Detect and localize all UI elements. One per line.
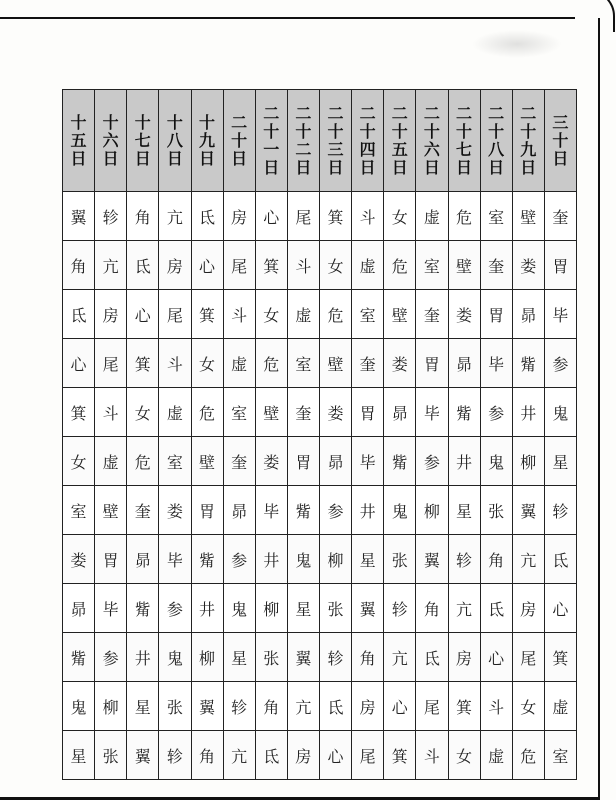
table-cell: 参 — [223, 535, 255, 584]
column-header — [352, 90, 384, 192]
table-cell: 毕 — [480, 339, 512, 388]
column-header-label: 二十一日 — [263, 103, 280, 177]
table-cell: 虚 — [95, 437, 127, 486]
table-cell: 觜 — [127, 584, 159, 633]
table-cell: 柳 — [512, 437, 544, 486]
table-cell: 氐 — [255, 731, 287, 780]
page-right-border — [598, 18, 600, 800]
column-header — [544, 90, 576, 192]
table-body — [63, 192, 577, 780]
table-cell: 胃 — [416, 339, 448, 388]
column-header — [127, 90, 159, 192]
table-cell: 壁 — [191, 437, 223, 486]
column-header — [95, 90, 127, 192]
table-cell: 角 — [127, 192, 159, 241]
table-cell: 觜 — [191, 535, 223, 584]
table-row — [63, 388, 577, 437]
column-header-label: 十五日 — [70, 112, 87, 168]
table-cell: 虚 — [352, 241, 384, 290]
page-top-border — [0, 0, 575, 19]
table-cell: 室 — [544, 731, 576, 780]
table-cell: 尾 — [95, 339, 127, 388]
column-header-label: 二十三日 — [327, 103, 344, 177]
table-cell: 箕 — [448, 682, 480, 731]
table-cell: 亢 — [512, 535, 544, 584]
table-row — [63, 682, 577, 731]
table-cell: 房 — [352, 682, 384, 731]
table-cell: 星 — [352, 535, 384, 584]
table-cell: 心 — [127, 290, 159, 339]
table-cell: 角 — [416, 584, 448, 633]
table-cell: 昴 — [223, 486, 255, 535]
table-cell: 娄 — [320, 388, 352, 437]
column-header-label: 十九日 — [199, 112, 216, 168]
table-row — [63, 633, 577, 682]
table-cell: 参 — [416, 437, 448, 486]
table-cell: 井 — [127, 633, 159, 682]
table-cell: 壁 — [384, 290, 416, 339]
table-cell: 柳 — [320, 535, 352, 584]
table-cell: 心 — [480, 633, 512, 682]
table-cell: 室 — [416, 241, 448, 290]
table-cell: 鬼 — [480, 437, 512, 486]
table-cell: 鬼 — [63, 682, 95, 731]
table-cell: 壁 — [320, 339, 352, 388]
table-cell: 井 — [255, 535, 287, 584]
table-cell: 危 — [512, 731, 544, 780]
table-cell: 奎 — [416, 290, 448, 339]
table-cell: 女 — [512, 682, 544, 731]
table-cell: 柳 — [416, 486, 448, 535]
table-cell: 亢 — [448, 584, 480, 633]
table-cell: 危 — [448, 192, 480, 241]
table-cell: 翼 — [512, 486, 544, 535]
table-cell: 心 — [320, 731, 352, 780]
column-header-label: 十六日 — [102, 112, 119, 168]
table-cell: 虚 — [544, 682, 576, 731]
table-cell: 心 — [255, 192, 287, 241]
page-corner-curl — [573, 0, 615, 32]
column-header — [480, 90, 512, 192]
table-cell: 毕 — [255, 486, 287, 535]
table-cell: 昴 — [384, 388, 416, 437]
table-cell: 心 — [544, 584, 576, 633]
table-cell: 娄 — [159, 486, 191, 535]
table-cell: 危 — [384, 241, 416, 290]
table-cell: 尾 — [223, 241, 255, 290]
table-cell: 房 — [512, 584, 544, 633]
column-header-label: 二十日 — [231, 112, 248, 168]
table-cell: 壁 — [95, 486, 127, 535]
table-cell: 虚 — [416, 192, 448, 241]
table-cell: 毕 — [352, 437, 384, 486]
table-cell: 室 — [223, 388, 255, 437]
table-cell: 张 — [384, 535, 416, 584]
table-cell: 亢 — [384, 633, 416, 682]
table-cell: 房 — [95, 290, 127, 339]
table-cell: 井 — [191, 584, 223, 633]
column-header — [416, 90, 448, 192]
table-cell: 昴 — [320, 437, 352, 486]
column-header — [191, 90, 223, 192]
table-cell: 觜 — [448, 388, 480, 437]
table-cell: 斗 — [352, 192, 384, 241]
table-cell: 尾 — [416, 682, 448, 731]
table-cell: 斗 — [416, 731, 448, 780]
table-cell: 昴 — [512, 290, 544, 339]
table-cell: 亢 — [287, 682, 319, 731]
table-cell: 毕 — [544, 290, 576, 339]
table-cell: 虚 — [223, 339, 255, 388]
table-cell: 箕 — [255, 241, 287, 290]
table-cell: 壁 — [255, 388, 287, 437]
table-cell: 轸 — [320, 633, 352, 682]
table-cell: 星 — [63, 731, 95, 780]
column-header-label: 三十日 — [552, 112, 569, 168]
table-cell: 氐 — [63, 290, 95, 339]
column-header-label: 二十二日 — [295, 103, 312, 177]
table-cell: 角 — [352, 633, 384, 682]
table-cell: 奎 — [127, 486, 159, 535]
table-cell: 柳 — [191, 633, 223, 682]
table-cell: 娄 — [63, 535, 95, 584]
table-row — [63, 339, 577, 388]
table-cell: 轸 — [544, 486, 576, 535]
table-row — [63, 241, 577, 290]
table-cell: 箕 — [191, 290, 223, 339]
table-cell: 鬼 — [544, 388, 576, 437]
table-cell: 室 — [63, 486, 95, 535]
table-cell: 尾 — [159, 290, 191, 339]
table-cell: 斗 — [159, 339, 191, 388]
column-header-label: 二十七日 — [456, 103, 473, 177]
table-cell: 虚 — [480, 731, 512, 780]
table-cell: 室 — [287, 339, 319, 388]
table-cell: 奎 — [352, 339, 384, 388]
table-cell: 女 — [448, 731, 480, 780]
table-cell: 张 — [320, 584, 352, 633]
column-header-label: 二十六日 — [423, 103, 440, 177]
table-cell: 斗 — [223, 290, 255, 339]
table-cell: 参 — [95, 633, 127, 682]
table-cell: 昴 — [127, 535, 159, 584]
table-cell: 斗 — [95, 388, 127, 437]
table-cell: 斗 — [287, 241, 319, 290]
table-cell: 亢 — [95, 241, 127, 290]
table-cell: 女 — [127, 388, 159, 437]
table-cell: 胃 — [95, 535, 127, 584]
table-cell: 翼 — [127, 731, 159, 780]
table-cell: 室 — [480, 192, 512, 241]
table-cell: 氐 — [191, 192, 223, 241]
table-cell: 毕 — [95, 584, 127, 633]
table-cell: 星 — [223, 633, 255, 682]
header-row — [63, 90, 577, 192]
table-cell: 危 — [320, 290, 352, 339]
table-cell: 轸 — [223, 682, 255, 731]
column-header-label: 二十八日 — [488, 103, 505, 177]
table-cell: 箕 — [127, 339, 159, 388]
table-cell: 觜 — [63, 633, 95, 682]
table-cell: 张 — [480, 486, 512, 535]
table-cell: 箕 — [63, 388, 95, 437]
table-cell: 鬼 — [159, 633, 191, 682]
table-cell: 壁 — [512, 192, 544, 241]
column-header — [448, 90, 480, 192]
table-cell: 胃 — [287, 437, 319, 486]
table-cell: 危 — [191, 388, 223, 437]
table-cell: 轸 — [159, 731, 191, 780]
table-cell: 娄 — [512, 241, 544, 290]
table-cell: 鬼 — [384, 486, 416, 535]
table-cell: 娄 — [448, 290, 480, 339]
table-cell: 张 — [255, 633, 287, 682]
table-cell: 鬼 — [287, 535, 319, 584]
table-cell: 房 — [223, 192, 255, 241]
table-cell: 女 — [320, 241, 352, 290]
table-cell: 斗 — [480, 682, 512, 731]
table-cell: 尾 — [352, 731, 384, 780]
table-cell: 觜 — [512, 339, 544, 388]
table-cell: 柳 — [95, 682, 127, 731]
column-header — [384, 90, 416, 192]
column-header — [287, 90, 319, 192]
table-cell: 室 — [352, 290, 384, 339]
table-row — [63, 192, 577, 241]
table-cell: 尾 — [287, 192, 319, 241]
table-cell: 胃 — [352, 388, 384, 437]
table-cell: 井 — [512, 388, 544, 437]
table-cell: 娄 — [255, 437, 287, 486]
table-cell: 昴 — [63, 584, 95, 633]
table-cell: 参 — [480, 388, 512, 437]
table-cell: 亢 — [223, 731, 255, 780]
column-header — [320, 90, 352, 192]
table-cell: 虚 — [287, 290, 319, 339]
table-cell: 轸 — [384, 584, 416, 633]
column-header — [63, 90, 95, 192]
table-cell: 心 — [191, 241, 223, 290]
column-header — [223, 90, 255, 192]
table-cell: 星 — [448, 486, 480, 535]
column-header — [512, 90, 544, 192]
table-cell: 奎 — [544, 192, 576, 241]
table-cell: 昴 — [448, 339, 480, 388]
table-cell: 危 — [127, 437, 159, 486]
column-header — [159, 90, 191, 192]
table-row — [63, 290, 577, 339]
table-cell: 毕 — [159, 535, 191, 584]
table-row — [63, 437, 577, 486]
table-cell: 角 — [255, 682, 287, 731]
table-cell: 氐 — [544, 535, 576, 584]
table-cell: 虚 — [159, 388, 191, 437]
table-cell: 张 — [95, 731, 127, 780]
table-row — [63, 584, 577, 633]
table-cell: 奎 — [287, 388, 319, 437]
table-row — [63, 486, 577, 535]
table-cell: 星 — [544, 437, 576, 486]
table-cell: 箕 — [544, 633, 576, 682]
column-header-label: 二十九日 — [520, 103, 537, 177]
table-cell: 尾 — [512, 633, 544, 682]
table-cell: 轸 — [95, 192, 127, 241]
table-cell: 柳 — [255, 584, 287, 633]
column-header-label: 十八日 — [166, 112, 183, 168]
table-cell: 参 — [544, 339, 576, 388]
table-cell: 翼 — [191, 682, 223, 731]
table-cell: 翼 — [63, 192, 95, 241]
table-cell: 室 — [159, 437, 191, 486]
table-cell: 女 — [384, 192, 416, 241]
table-cell: 壁 — [448, 241, 480, 290]
faded-stamp — [472, 30, 562, 58]
table-cell: 翼 — [416, 535, 448, 584]
table-cell: 娄 — [384, 339, 416, 388]
table-cell: 觜 — [287, 486, 319, 535]
table-cell: 翼 — [287, 633, 319, 682]
column-header-label: 二十五日 — [391, 103, 408, 177]
table-cell: 女 — [191, 339, 223, 388]
table-cell: 参 — [320, 486, 352, 535]
table-cell: 胃 — [191, 486, 223, 535]
table-cell: 氐 — [416, 633, 448, 682]
table-cell: 氐 — [127, 241, 159, 290]
table-cell: 亢 — [159, 192, 191, 241]
table-cell: 房 — [159, 241, 191, 290]
table-cell: 轸 — [448, 535, 480, 584]
table-cell: 危 — [255, 339, 287, 388]
column-header-label: 十七日 — [134, 112, 151, 168]
table-cell: 房 — [448, 633, 480, 682]
table-cell: 觜 — [384, 437, 416, 486]
table-row — [63, 731, 577, 780]
table-cell: 鬼 — [223, 584, 255, 633]
table-cell: 房 — [287, 731, 319, 780]
table-cell: 氐 — [480, 584, 512, 633]
table-cell: 角 — [480, 535, 512, 584]
table-cell: 张 — [159, 682, 191, 731]
table-cell: 奎 — [480, 241, 512, 290]
table-cell: 井 — [352, 486, 384, 535]
table-cell: 女 — [255, 290, 287, 339]
lunar-mansion-table — [62, 89, 577, 780]
column-header — [255, 90, 287, 192]
table-cell: 心 — [384, 682, 416, 731]
table-row — [63, 535, 577, 584]
table-cell: 胃 — [480, 290, 512, 339]
table-cell: 参 — [159, 584, 191, 633]
table-cell: 箕 — [384, 731, 416, 780]
table-cell: 星 — [287, 584, 319, 633]
table-cell: 翼 — [352, 584, 384, 633]
table-cell: 奎 — [223, 437, 255, 486]
table-cell: 毕 — [416, 388, 448, 437]
table-cell: 女 — [63, 437, 95, 486]
table-cell: 井 — [448, 437, 480, 486]
column-header-label: 二十四日 — [359, 103, 376, 177]
table-cell: 角 — [191, 731, 223, 780]
table-cell: 氐 — [320, 682, 352, 731]
table-cell: 角 — [63, 241, 95, 290]
table-cell: 胃 — [544, 241, 576, 290]
table-cell: 星 — [127, 682, 159, 731]
table-cell: 箕 — [320, 192, 352, 241]
table-cell: 心 — [63, 339, 95, 388]
